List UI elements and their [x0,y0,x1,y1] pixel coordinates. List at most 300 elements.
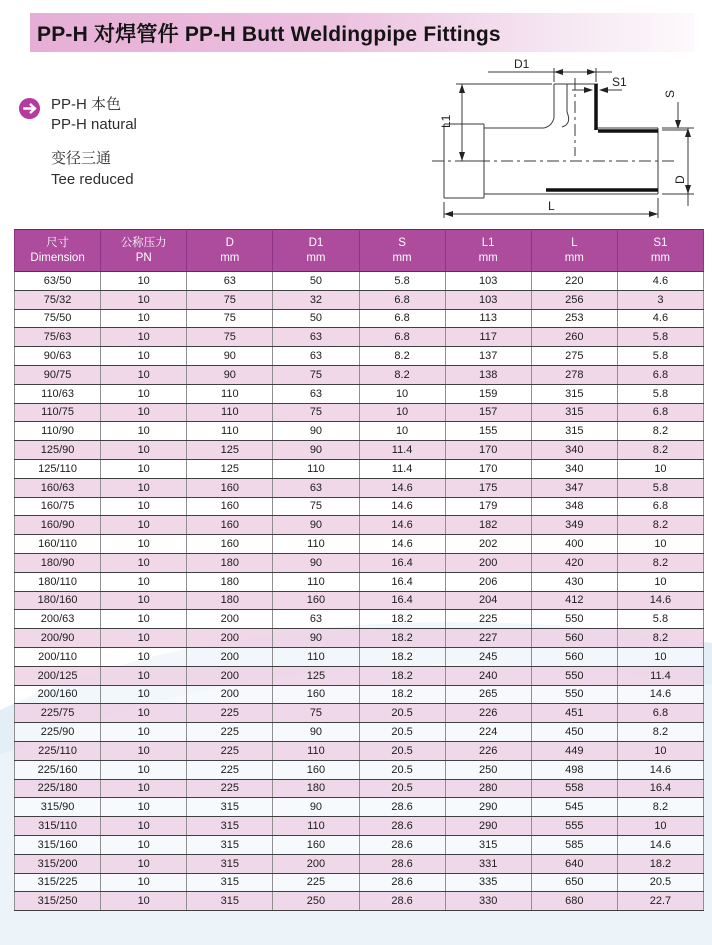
table-cell: 10 [617,647,703,666]
table-cell: 10 [101,779,187,798]
table-cell: 10 [359,422,445,441]
spec-table-body [15,272,704,911]
table-cell: 179 [445,497,531,516]
table-row [15,835,704,854]
table-cell: 290 [445,817,531,836]
table-cell: 10 [101,666,187,685]
table-cell: 315 [187,798,273,817]
table-cell: 160 [273,835,359,854]
table-cell: 420 [531,553,617,572]
table-row [15,422,704,441]
table-cell: 5.8 [617,384,703,403]
table-cell: 412 [531,591,617,610]
table-cell: 18.2 [359,629,445,648]
table-cell: 545 [531,798,617,817]
table-cell: 280 [445,779,531,798]
table-cell: 10 [101,685,187,704]
table-cell: 250 [445,760,531,779]
table-cell: 200/110 [15,647,101,666]
table-row [15,741,704,760]
table-row [15,347,704,366]
table-cell: 640 [531,854,617,873]
table-row [15,610,704,629]
table-cell: 315/250 [15,892,101,911]
table-cell: 18.2 [359,610,445,629]
table-cell: 110 [187,384,273,403]
table-cell: 170 [445,459,531,478]
table-cell: 160 [187,478,273,497]
table-cell: 10 [101,478,187,497]
table-cell: 225/90 [15,723,101,742]
table-cell: 28.6 [359,892,445,911]
table-cell: 6.8 [359,290,445,309]
table-row [15,723,704,742]
table-cell: 18.2 [359,685,445,704]
table-cell: 14.6 [359,535,445,554]
table-cell: 5.8 [617,610,703,629]
table-cell: 278 [531,365,617,384]
table-cell: 200 [273,854,359,873]
table-cell: 16.4 [359,591,445,610]
table-cell: 10 [101,798,187,817]
table-cell: 4.6 [617,309,703,328]
table-cell: 202 [445,535,531,554]
table-cell: 225 [273,873,359,892]
table-cell: 6.8 [359,309,445,328]
table-row [15,290,704,309]
table-cell: 90 [187,365,273,384]
table-cell: 340 [531,441,617,460]
tee-reduced-diagram [426,56,708,226]
table-cell: 10 [101,572,187,591]
material-label [51,95,137,135]
table-cell: 110/75 [15,403,101,422]
table-cell: 227 [445,629,531,648]
table-cell: 225/160 [15,760,101,779]
table-cell: 10 [101,629,187,648]
table-cell: 225/180 [15,779,101,798]
table-cell: 110 [273,647,359,666]
table-row [15,779,704,798]
table-row [15,591,704,610]
table-cell: 8.2 [617,441,703,460]
spec-table-head [15,230,704,272]
table-cell: 8.2 [617,629,703,648]
table-row [15,629,704,648]
table-cell: 10 [101,741,187,760]
table-cell: 200 [445,553,531,572]
table-row [15,553,704,572]
table-cell: 225/75 [15,704,101,723]
table-cell: 10 [101,892,187,911]
table-cell: 400 [531,535,617,554]
table-cell: 22.7 [617,892,703,911]
table-cell: 330 [445,892,531,911]
table-cell: 10 [101,873,187,892]
table-cell: 103 [445,272,531,291]
table-cell: 32 [273,290,359,309]
table-cell: 200 [187,629,273,648]
table-cell: 180 [187,572,273,591]
table-cell: 125/110 [15,459,101,478]
material-label-en: PP-H natural [51,116,137,133]
table-cell: 451 [531,704,617,723]
table-cell: 225 [187,741,273,760]
table-cell: 10 [101,422,187,441]
table-cell: 10 [617,572,703,591]
table-cell: 11.4 [359,459,445,478]
table-cell: 226 [445,741,531,760]
page-title: PP-H 对焊管件 PP-H Butt Weldingpipe Fittings [37,22,501,46]
table-cell: 117 [445,328,531,347]
table-cell: 63 [187,272,273,291]
table-cell: 137 [445,347,531,366]
column-header: S mm [359,230,445,272]
table-cell: 10 [101,365,187,384]
table-cell: 160/63 [15,478,101,497]
table-row [15,685,704,704]
table-cell: 225 [445,610,531,629]
table-cell: 90 [273,629,359,648]
table-cell: 75 [273,704,359,723]
table-cell: 10 [101,290,187,309]
table-cell: 28.6 [359,798,445,817]
table-cell: 10 [101,384,187,403]
column-header: L mm [531,230,617,272]
table-cell: 260 [531,328,617,347]
table-cell: 200 [187,647,273,666]
table-cell: 225/110 [15,741,101,760]
table-cell: 204 [445,591,531,610]
table-cell: 10 [101,760,187,779]
table-cell: 28.6 [359,873,445,892]
table-cell: 200/160 [15,685,101,704]
table-row [15,760,704,779]
table-cell: 225 [187,723,273,742]
table-cell: 315/225 [15,873,101,892]
table-row [15,873,704,892]
table-row [15,384,704,403]
table-cell: 110/63 [15,384,101,403]
table-cell: 10 [101,459,187,478]
table-cell: 175 [445,478,531,497]
table-cell: 290 [445,798,531,817]
table-cell: 4.6 [617,272,703,291]
table-row [15,572,704,591]
table-cell: 160 [187,535,273,554]
table-cell: 50 [273,272,359,291]
table-cell: 180 [187,591,273,610]
table-cell: 348 [531,497,617,516]
table-cell: 10 [617,535,703,554]
column-header: 公称压力 PN [101,230,187,272]
table-cell: 14.6 [617,760,703,779]
table-cell: 315 [187,835,273,854]
table-cell: 10 [101,535,187,554]
table-cell: 10 [101,328,187,347]
table-cell: 14.6 [617,591,703,610]
table-cell: 110/90 [15,422,101,441]
table-cell: 315 [531,384,617,403]
table-cell: 224 [445,723,531,742]
table-cell: 16.4 [359,572,445,591]
table-cell: 14.6 [359,497,445,516]
table-cell: 90/75 [15,365,101,384]
table-cell: 11.4 [359,441,445,460]
table-cell: 550 [531,666,617,685]
table-cell: 10 [617,459,703,478]
table-cell: 28.6 [359,854,445,873]
table-cell: 10 [101,854,187,873]
table-cell: 90 [273,798,359,817]
table-cell: 10 [101,516,187,535]
table-cell: 75 [187,309,273,328]
table-cell: 90/63 [15,347,101,366]
table-cell: 585 [531,835,617,854]
table-cell: 449 [531,741,617,760]
table-cell: 560 [531,629,617,648]
table-cell: 125 [187,459,273,478]
table-cell: 90 [273,516,359,535]
table-cell: 10 [101,817,187,836]
table-cell: 10 [617,817,703,836]
table-cell: 8.2 [617,422,703,441]
table-row [15,328,704,347]
table-cell: 14.6 [617,835,703,854]
table-cell: 6.8 [617,403,703,422]
table-cell: 90 [273,441,359,460]
table-cell: 75 [187,328,273,347]
table-cell: 5.8 [617,478,703,497]
table-cell: 63/50 [15,272,101,291]
table-cell: 10 [101,647,187,666]
table-cell: 50 [273,309,359,328]
table-cell: 110 [187,403,273,422]
table-row [15,817,704,836]
table-cell: 103 [445,290,531,309]
table-cell: 14.6 [359,478,445,497]
table-cell: 160/110 [15,535,101,554]
table-cell: 225 [187,779,273,798]
table-row [15,798,704,817]
table-cell: 331 [445,854,531,873]
table-cell: 10 [359,384,445,403]
table-cell: 347 [531,478,617,497]
table-cell: 90 [273,422,359,441]
product-label-en: Tee reduced [51,171,134,188]
table-cell: 110 [273,741,359,760]
spec-table [14,229,704,911]
table-cell: 160 [187,516,273,535]
table-cell: 110 [273,572,359,591]
table-cell: 159 [445,384,531,403]
table-cell: 315 [531,403,617,422]
table-cell: 110 [273,459,359,478]
table-cell: 125 [273,666,359,685]
table-cell: 200 [187,685,273,704]
material-label-zh: PP-H 本色 [51,96,122,113]
column-header: L1 mm [445,230,531,272]
table-row [15,309,704,328]
table-row [15,459,704,478]
table-cell: 558 [531,779,617,798]
table-cell: 75/32 [15,290,101,309]
table-cell: 550 [531,685,617,704]
table-cell: 180/90 [15,553,101,572]
table-cell: 265 [445,685,531,704]
table-cell: 182 [445,516,531,535]
table-cell: 180/160 [15,591,101,610]
table-cell: 18.2 [359,666,445,685]
table-cell: 138 [445,365,531,384]
table-cell: 63 [273,610,359,629]
table-cell: 250 [273,892,359,911]
title-bar [30,13,695,52]
table-cell: 10 [101,553,187,572]
table-cell: 155 [445,422,531,441]
product-label [51,148,137,190]
table-row [15,478,704,497]
table-cell: 200 [187,610,273,629]
table-cell: 240 [445,666,531,685]
table-cell: 315 [187,854,273,873]
table-cell: 75 [273,403,359,422]
table-cell: 335 [445,873,531,892]
table-cell: 160 [187,497,273,516]
table-cell: 200/90 [15,629,101,648]
table-cell: 315/200 [15,854,101,873]
table-cell: 20.5 [617,873,703,892]
table-cell: 200 [187,666,273,685]
table-cell: 8.2 [359,365,445,384]
column-header: 尺寸 Dimension [15,230,101,272]
tee-diagram-drawing [426,56,708,226]
table-row [15,666,704,685]
intro-block [18,95,137,190]
table-cell: 110 [273,535,359,554]
table-cell: 315 [531,422,617,441]
table-cell: 315/110 [15,817,101,836]
dim-label-d1: D1 [514,57,530,71]
table-row [15,441,704,460]
table-cell: 113 [445,309,531,328]
table-cell: 10 [359,403,445,422]
table-row [15,272,704,291]
product-label-zh: 变径三通 [51,150,112,167]
dim-label-d: D [673,175,687,184]
table-cell: 6.8 [617,365,703,384]
table-cell: 18.2 [359,647,445,666]
table-cell: 28.6 [359,817,445,836]
table-cell: 11.4 [617,666,703,685]
table-cell: 10 [101,403,187,422]
table-cell: 160 [273,591,359,610]
table-cell: 200/125 [15,666,101,685]
table-cell: 315 [187,892,273,911]
table-cell: 555 [531,817,617,836]
table-cell: 10 [101,347,187,366]
column-header: D1 mm [273,230,359,272]
table-row [15,704,704,723]
table-cell: 63 [273,347,359,366]
table-cell: 6.8 [617,704,703,723]
table-cell: 8.2 [617,516,703,535]
table-cell: 3 [617,290,703,309]
arrow-right-circle-icon [18,97,41,120]
dim-label-s1: S1 [612,75,627,89]
table-cell: 8.2 [617,723,703,742]
table-cell: 275 [531,347,617,366]
table-cell: 225 [187,704,273,723]
table-cell: 14.6 [617,685,703,704]
table-row [15,403,704,422]
table-row [15,516,704,535]
table-cell: 225 [187,760,273,779]
table-cell: 110 [187,422,273,441]
table-cell: 90 [273,723,359,742]
table-cell: 10 [101,441,187,460]
table-cell: 63 [273,328,359,347]
header-row [15,230,704,272]
table-cell: 6.8 [359,328,445,347]
table-cell: 200/63 [15,610,101,629]
table-row [15,647,704,666]
table-cell: 110 [273,817,359,836]
table-row [15,365,704,384]
table-cell: 75/63 [15,328,101,347]
table-cell: 226 [445,704,531,723]
table-cell: 206 [445,572,531,591]
table-cell: 253 [531,309,617,328]
table-cell: 8.2 [617,798,703,817]
table-cell: 5.8 [617,347,703,366]
table-cell: 10 [101,723,187,742]
table-cell: 340 [531,459,617,478]
table-cell: 5.8 [359,272,445,291]
table-cell: 180/110 [15,572,101,591]
column-header: S1 mm [617,230,703,272]
table-cell: 315/90 [15,798,101,817]
table-cell: 8.2 [359,347,445,366]
table-cell: 20.5 [359,760,445,779]
table-cell: 170 [445,441,531,460]
table-cell: 10 [101,309,187,328]
table-cell: 160/90 [15,516,101,535]
table-row [15,535,704,554]
table-cell: 680 [531,892,617,911]
table-cell: 10 [101,272,187,291]
column-header: D mm [187,230,273,272]
table-cell: 125/90 [15,441,101,460]
table-cell: 10 [617,741,703,760]
table-cell: 20.5 [359,704,445,723]
table-cell: 75 [273,365,359,384]
table-cell: 560 [531,647,617,666]
table-cell: 20.5 [359,741,445,760]
table-cell: 315/160 [15,835,101,854]
table-cell: 498 [531,760,617,779]
table-cell: 160 [273,760,359,779]
table-cell: 63 [273,384,359,403]
table-cell: 450 [531,723,617,742]
table-cell: 14.6 [359,516,445,535]
table-cell: 315 [445,835,531,854]
table-row [15,892,704,911]
table-cell: 28.6 [359,835,445,854]
table-cell: 315 [187,873,273,892]
table-cell: 180 [187,553,273,572]
table-row [15,854,704,873]
